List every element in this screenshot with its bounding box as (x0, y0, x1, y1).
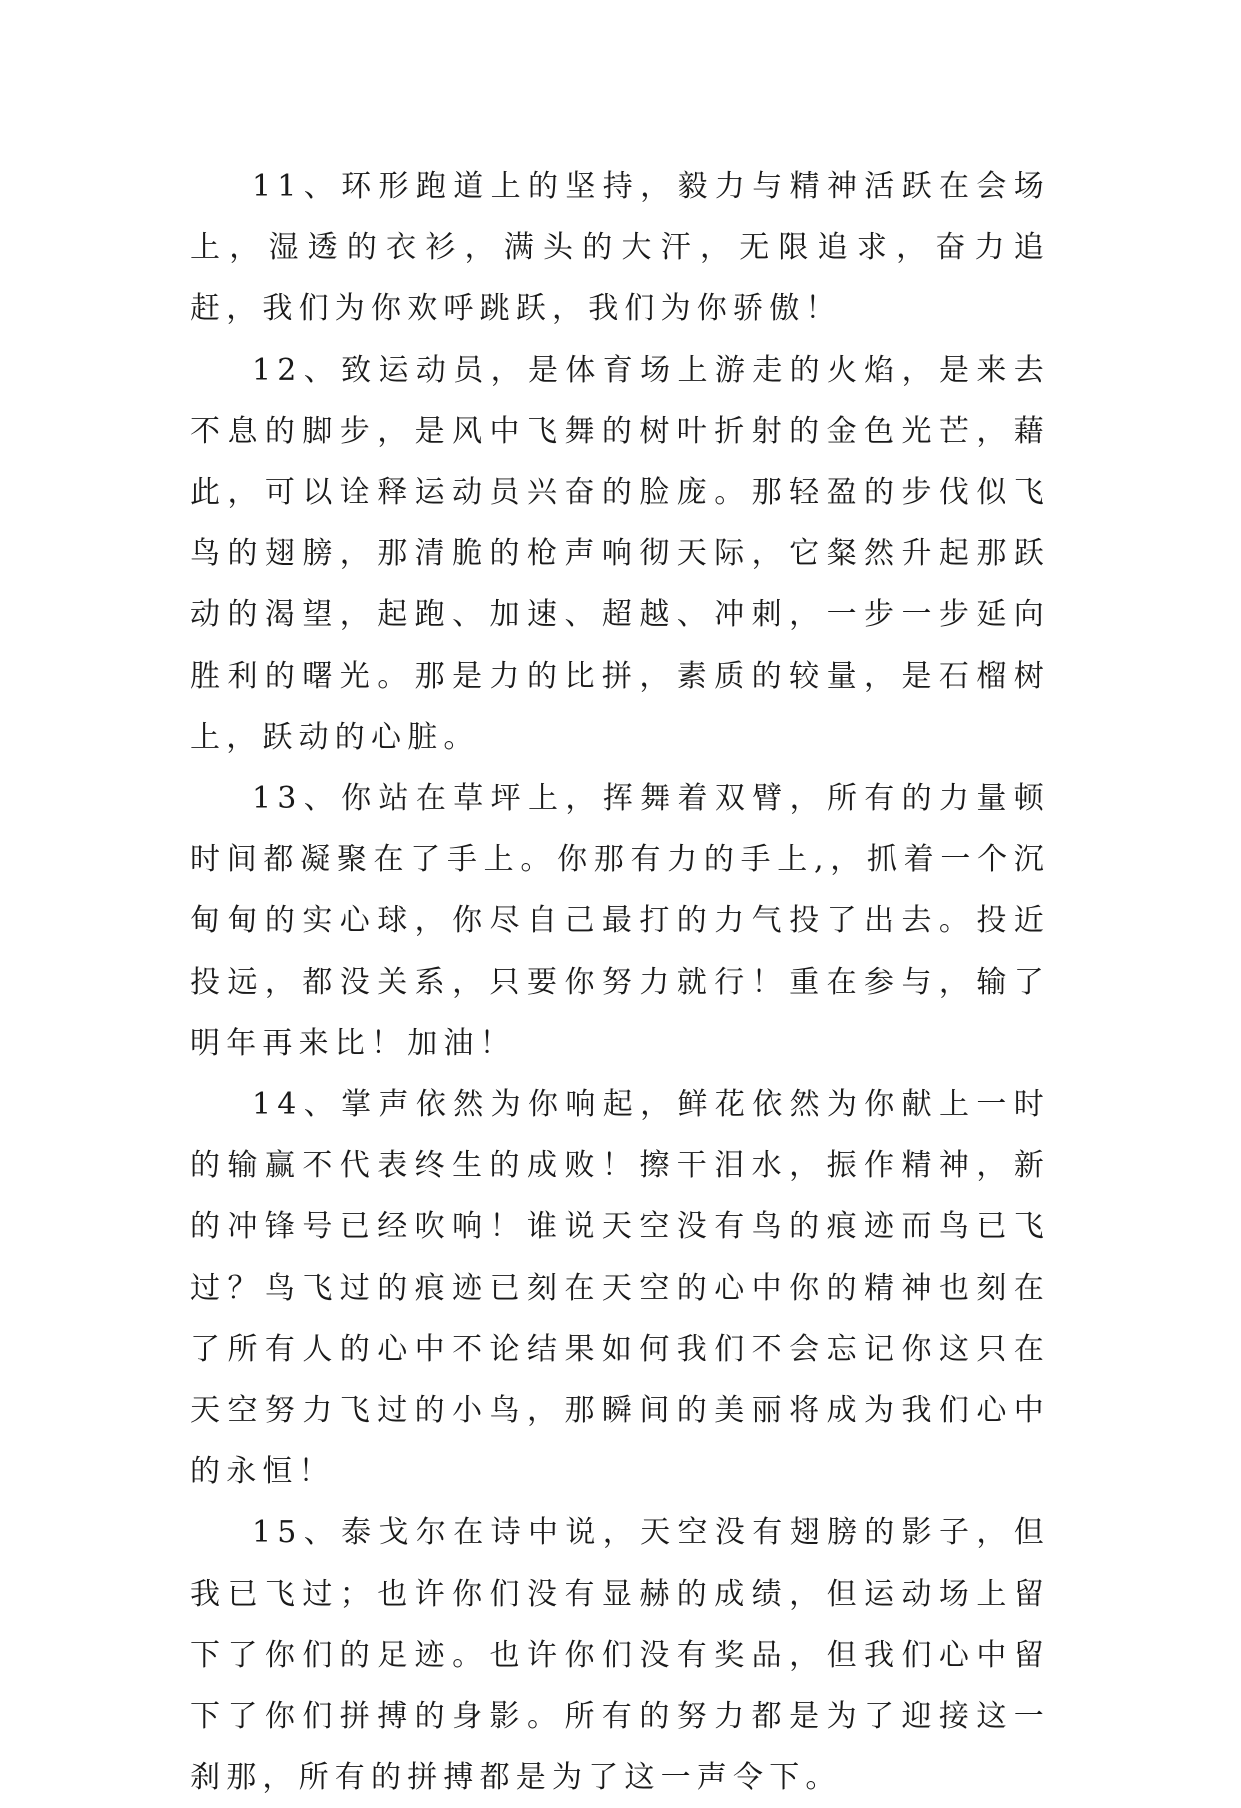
paragraph-11: 11、环形跑道上的坚持，毅力与精神活跃在会场上，湿透的衣衫，满头的大汗，无限追求，奋力追赶，我们为你欢呼跳跃，我们为你骄傲！ (190, 169, 1050, 327)
paragraph-14: 14、掌声依然为你响起，鲜花依然为你献上一时的输赢不代表终生的成败！擦干泪水，振作精神，新的冲锋号已经吹响！谁说天空没有鸟的痕迹而鸟已飞过？鸟飞过的痕迹已刻在天空的心中你的精神也刻在了所有人的心中不论结果如何我们不会忘记你这只在天空努力飞过的小鸟，那瞬间的美丽将成为我们心中的永恒！ (190, 1087, 1050, 1490)
paragraph-15: 15、泰戈尔在诗中说，天空没有翅膀的影子，但我已飞过；也许你们没有显赫的成绩，但运动场上留下了你们的足迹。也许你们没有奖品，但我们心中留下了你们拼搏的身影。所有的努力都是为了迎接这一刹那，所有的拼搏都是为了这一声令下。 (190, 1515, 1050, 1796)
paragraph-13: 13、你站在草坪上，挥舞着双臂，所有的力量顿时间都凝聚在了手上。你那有力的手上,，抓着一个沉甸甸的实心球，你尽自己最打的力气投了出去。投近投远，都没关系，只要你努力就行！重在参与，输了明年再来比！加油！ (190, 781, 1050, 1061)
paragraph-12: 12、致运动员，是体育场上游走的火焰，是来去不息的脚步，是风中飞舞的树叶折射的金色光芒，藉此，可以诠释运动员兴奋的脸庞。那轻盈的步伐似飞鸟的翅膀，那清脆的枪声响彻天际，它粲然升起那跃动的渴望，起跑、加速、超越、冲刺，一步一步延向胜利的曙光。那是力的比拼，素质的较量，是石榴树上，跃动的心脏。 (190, 352, 1050, 755)
document-body (190, 156, 1050, 1808)
